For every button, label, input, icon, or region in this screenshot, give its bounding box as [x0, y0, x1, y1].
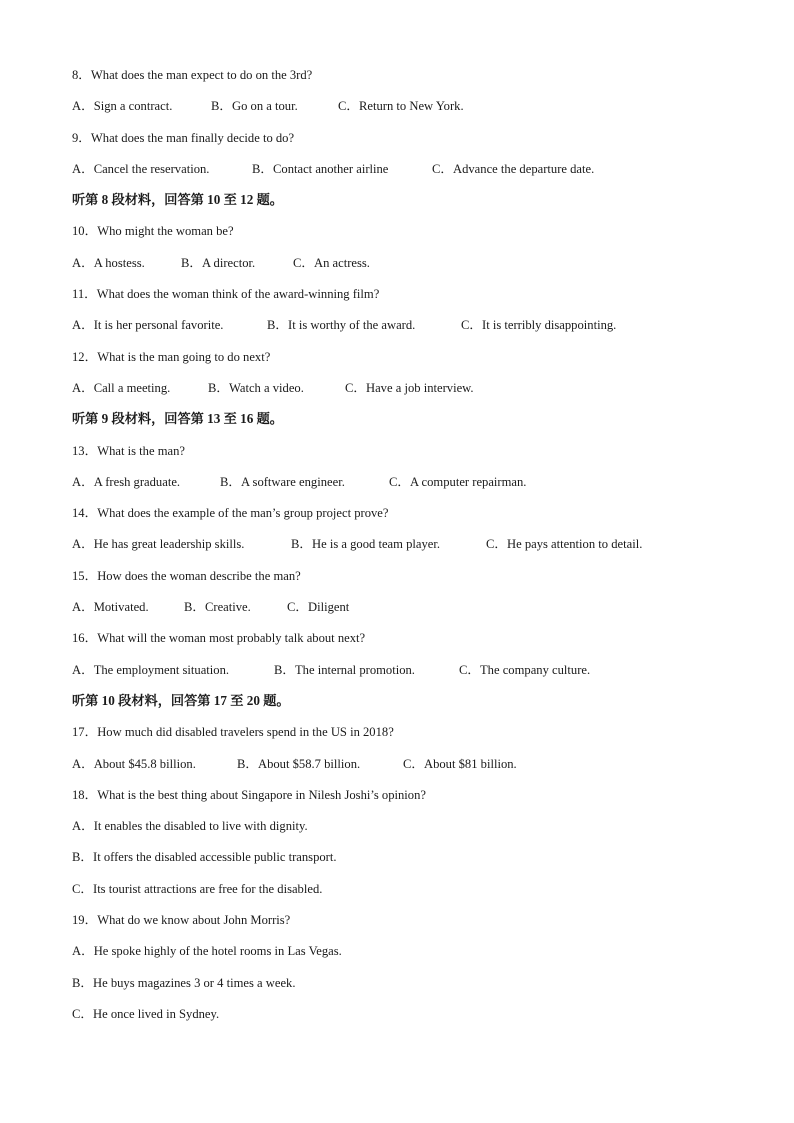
question-18-option-c: C．Its tourist attractions are free for the disabled. [72, 881, 323, 896]
option-c: C．Have a job interview. [345, 380, 474, 395]
question-18-option-a: A．It enables the disabled to live with dignity. [72, 819, 308, 834]
question-9-stem: 9．What does the man finally decide to do? [72, 130, 295, 145]
option-c: C．Diligent [287, 600, 350, 615]
option-a: A．Cancel the reservation. [72, 161, 210, 176]
question-16-stem: 16．What will the woman most probably talk about next? [72, 631, 366, 646]
option-c: C．Return to New York. [338, 99, 464, 114]
option-c: C．A computer repairman. [389, 474, 527, 489]
question-15-stem: 15．How does the woman describe the man? [72, 568, 301, 583]
question-19-stem: 19．What do we know about John Morris? [72, 913, 291, 928]
option-b: B．It is worthy of the award. [267, 318, 416, 333]
option-b: B．Creative. [184, 600, 251, 615]
question-19-option-b: B．He buys magazines 3 or 4 times a week. [72, 975, 296, 990]
question-17-options [72, 753, 752, 784]
option-a: A．Call a meeting. [72, 380, 171, 395]
question-11-options [72, 314, 752, 345]
option-c: C．An actress. [293, 255, 370, 270]
question-8-stem: 8．What does the man expect to do on the 3rd? [72, 68, 313, 82]
option-b: B．A software engineer. [220, 474, 345, 489]
option-b: B．Watch a video. [208, 380, 304, 395]
question-19-option-a: A．He spoke highly of the hotel rooms in Las Vegas. [72, 944, 342, 959]
exam-page [72, 64, 752, 1034]
option-a: A．It is her personal favorite. [72, 318, 224, 333]
question-13-options [72, 471, 752, 502]
option-c: C．Advance the departure date. [432, 161, 595, 176]
option-a: A．The employment situation. [72, 662, 230, 677]
question-19-option-c: C．He once lived in Sydney. [72, 1006, 220, 1021]
option-b: B．A director. [181, 255, 256, 270]
option-a: A．A fresh graduate. [72, 474, 181, 489]
option-a: A．About $45.8 billion. [72, 756, 196, 771]
option-a: A．He has great leadership skills. [72, 537, 245, 552]
option-a: A．Sign a contract. [72, 99, 173, 114]
question-12-stem: 12．What is the man going to do next? [72, 349, 271, 364]
option-c: C．The company culture. [459, 662, 591, 677]
option-c: C．About $81 billion. [403, 756, 517, 771]
question-16-options [72, 659, 752, 690]
question-10-options [72, 252, 752, 283]
option-a: A．A hostess. [72, 255, 145, 270]
question-9-options [72, 158, 752, 189]
section-heading-9: 听第 9 段材料，回答第 13 至 16 题。 [72, 411, 283, 427]
option-c: C．He pays attention to detail. [486, 537, 643, 552]
option-c: C．It is terribly disappointing. [461, 318, 617, 333]
question-15-options [72, 596, 752, 627]
question-14-stem: 14．What does the example of the man’s group project prove? [72, 506, 389, 521]
option-b: B．He is a good team player. [291, 537, 440, 552]
option-b: B．Go on a tour. [211, 99, 298, 114]
question-12-options [72, 377, 752, 408]
option-b: B．The internal promotion. [274, 662, 415, 677]
option-b: B．Contact another airline [252, 161, 389, 176]
question-14-options [72, 533, 752, 564]
question-10-stem: 10．Who might the woman be? [72, 224, 234, 239]
question-18-option-b: B．It offers the disabled accessible public transport. [72, 850, 337, 865]
section-heading-10: 听第 10 段材料，回答第 17 至 20 题。 [72, 692, 290, 708]
option-b: B．About $58.7 billion. [237, 756, 361, 771]
question-18-stem: 18．What is the best thing about Singapore in Nilesh Joshi’s opinion? [72, 787, 426, 802]
question-17-stem: 17．How much did disabled travelers spend in the US in 2018? [72, 725, 394, 740]
section-heading-8: 听第 8 段材料，回答第 10 至 12 题。 [72, 192, 283, 208]
question-13-stem: 13．What is the man? [72, 443, 185, 458]
question-11-stem: 11．What does the woman think of the award-winning film? [72, 287, 380, 302]
option-a: A．Motivated. [72, 600, 149, 615]
question-8-options [72, 95, 752, 126]
